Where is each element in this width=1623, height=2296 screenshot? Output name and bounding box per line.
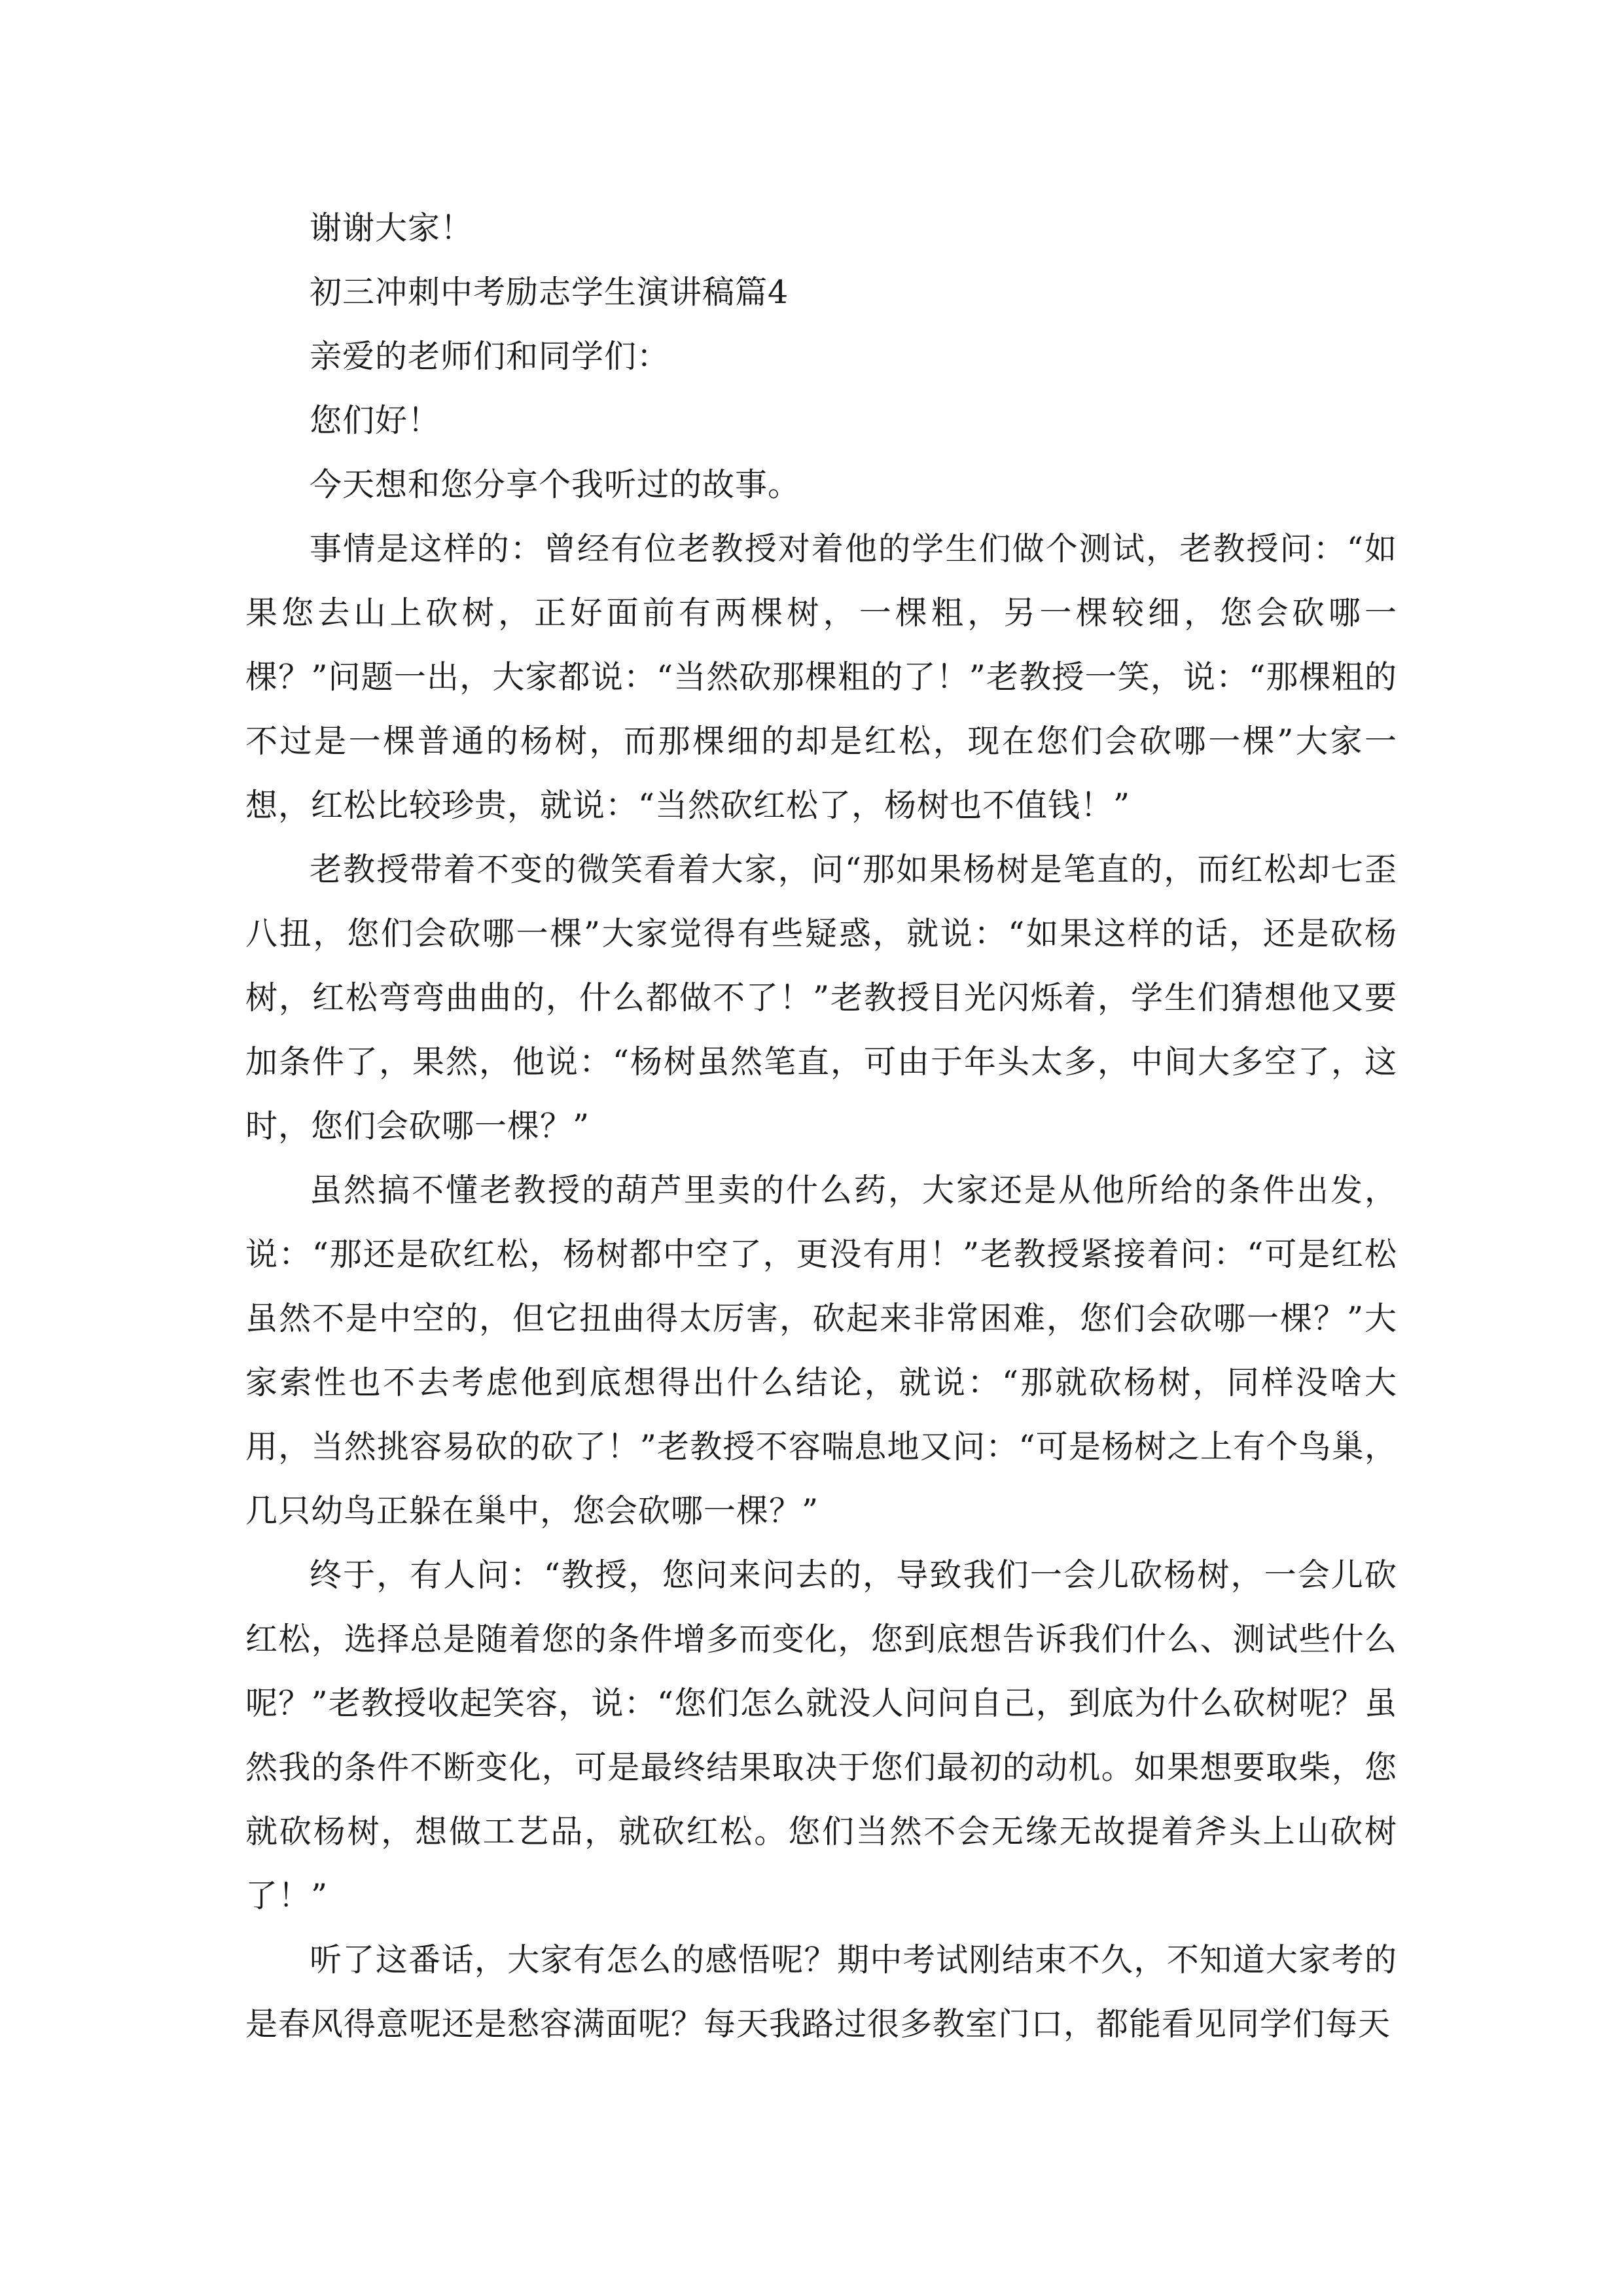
section-title: 初三冲刺中考励志学生演讲稿篇4	[310, 274, 789, 311]
paragraph-story-2: 老教授带着不变的微笑看着大家，问“那如果杨树是笔直的，而红松却七歪八扭，您们会砍哪一棵”大家觉得有些疑惑，就说：“如果这样的话，还是砍杨树，红松弯弯曲曲的，什么都做不了！”老教授目光闪烁着，学生们猜想他又要加条件了，果然，他说：“杨树虽然笔直，可由于年头太多，中间大多空了，这时，您们会砍哪一棵？”	[245, 851, 1397, 1145]
document-body	[245, 196, 1397, 2056]
paragraph-greeting: 您们好！	[310, 402, 441, 439]
paragraph-salutation: 亲爱的老师们和同学们：	[310, 338, 670, 375]
paragraph-reflection: 听了这番话，大家有怎么的感悟呢？期中考试刚结束不久，不知道大家考的是春风得意呢还是愁容满面呢？每天我路过很多教室门口，都能看见同学们每天	[245, 1941, 1397, 2043]
paragraph-story-1: 事情是这样的：曾经有位老教授对着他的学生们做个测试，老教授问：“如果您去山上砍树，正好面前有两棵树，一棵粗，另一棵较细，您会砍哪一棵？”问题一出，大家都说：“当然砍那棵粗的了！”老教授一笑，说：“那棵粗的不过是一棵普通的杨树，而那棵细的却是红松，现在您们会砍哪一棵”大家一想，红松比较珍贵，就说：“当然砍红松了，杨树也不值钱！”	[245, 530, 1397, 824]
paragraph-story-4: 终于，有人问：“教授，您问来问去的，导致我们一会儿砍杨树，一会儿砍红松，选择总是随着您的条件增多而变化，您到底想告诉我们什么、测试些什么呢？”老教授收起笑容，说：“您们怎么就没人问问自己，到底为什么砍树呢？虽然我的条件不断变化，可是最终结果取决于您们最初的动机。如果想要取柴，您就砍杨树，想做工艺品，就砍红松。您们当然不会无缘无故提着斧头上山砍树了！”	[245, 1556, 1397, 1914]
paragraph-intro: 今天想和您分享个我听过的故事。	[310, 466, 801, 503]
paragraph-closing-thanks: 谢谢大家！	[310, 209, 474, 247]
paragraph-story-3: 虽然搞不懂老教授的葫芦里卖的什么药，大家还是从他所给的条件出发，说：“那还是砍红松，杨树都中空了，更没有用！”老教授紧接着问：“可是红松虽然不是中空的，但它扭曲得太厉害，砍起来非常困难，您们会砍哪一棵？”大家索性也不去考虑他到底想得出什么结论，就说：“那就砍杨树，同样没啥大用，当然挑容易砍的砍了！”老教授不容喘息地又问：“可是杨树之上有个鸟巢，几只幼鸟正躲在巢中，您会砍哪一棵？”	[245, 1172, 1397, 1530]
